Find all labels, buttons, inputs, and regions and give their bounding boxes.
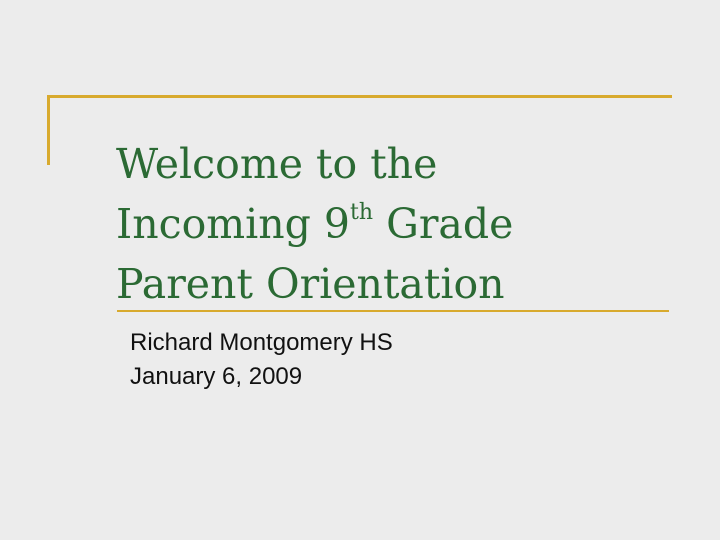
title-line-3: Parent Orientation (116, 260, 505, 308)
presentation-date: January 6, 2009 (130, 363, 303, 390)
title-underline-rule (117, 310, 669, 312)
ordinal-superscript: th (350, 200, 374, 226)
title-line-2 (116, 194, 513, 254)
slide-subtitle (130, 326, 393, 394)
title-line-2-start: Incoming 9 (116, 200, 351, 248)
title-line-1: Welcome to the (116, 140, 438, 188)
left-accent-rule (47, 95, 50, 165)
slide-title (116, 134, 513, 314)
title-line-2-end: Grade (373, 200, 514, 248)
school-name: Richard Montgomery HS (130, 329, 393, 356)
top-accent-rule (47, 95, 672, 98)
